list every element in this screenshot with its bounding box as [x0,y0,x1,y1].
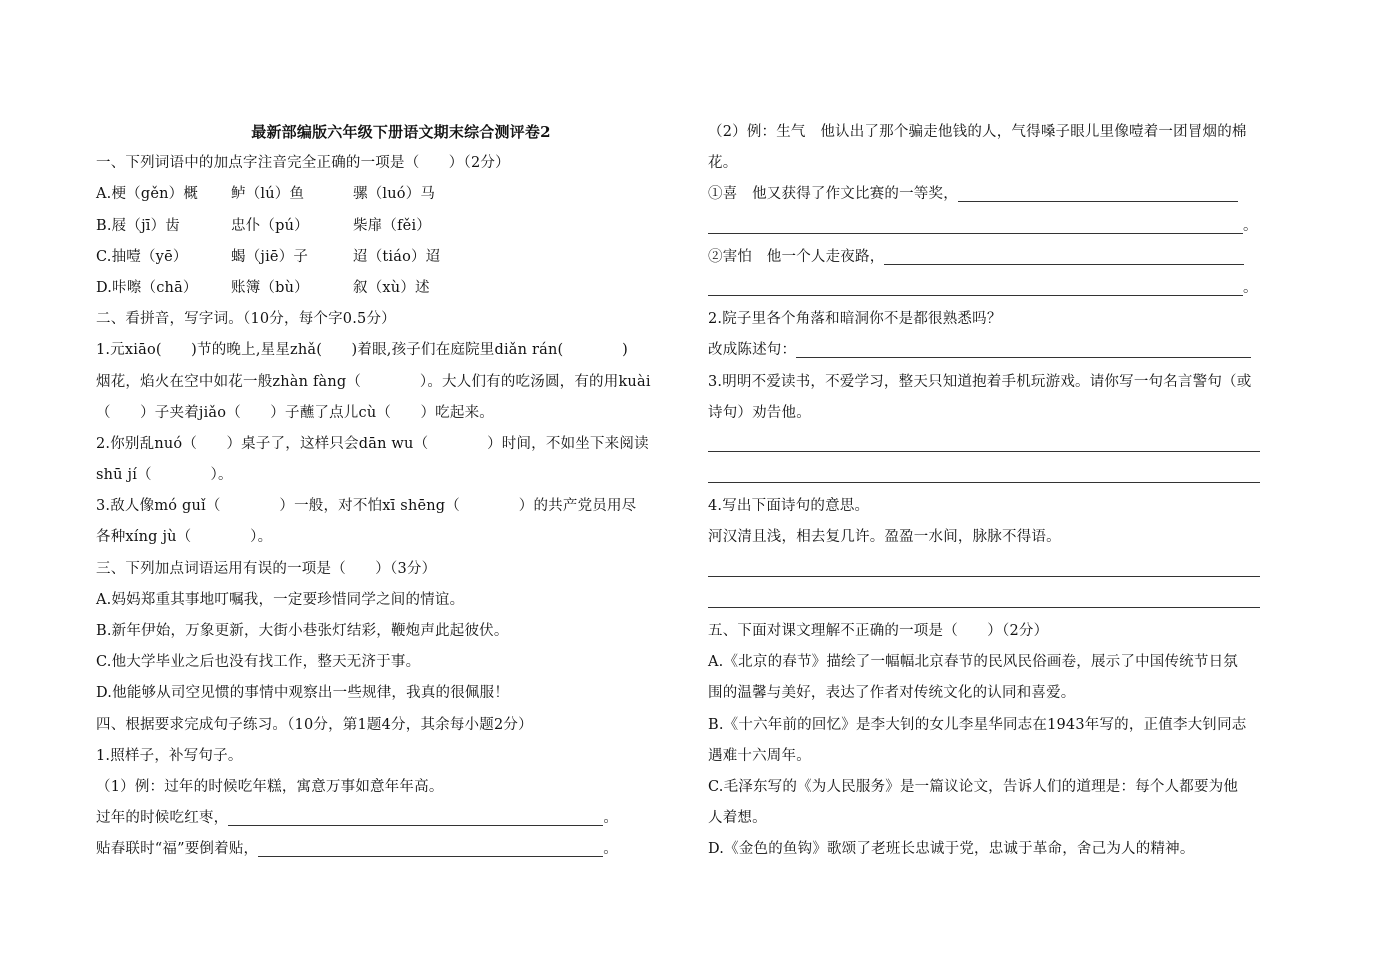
q4-sub-2-fill [708,335,1298,366]
q2-line-2: 烟花，焰火在空中如花一般zhàn fàng（ ）。大人们有的吃汤圆，有的用kuài [96,373,651,390]
q5-d: D.《金色的鱼钩》歌颂了老班长忠诚于党，忠诚于革命，舍己为人的精神。 [708,841,1195,858]
q1-b-2: 忠仆（pú） [231,217,309,234]
rewrite-label: 改成陈述句： [708,342,797,359]
period: 。 [1243,217,1258,234]
answer-line[interactable] [708,433,1260,452]
q1-a-2: 鲈（lú）鱼 [231,186,305,203]
answer-line[interactable] [708,589,1260,608]
q1-option-b [96,211,686,242]
q3-option-b: B.新年伊始，万象更新，大街小巷张灯结彩，鞭炮声此起彼伏。 [96,623,509,639]
q4-sub-4b: 河汉清且浅，相去复几许。盈盈一水间，脉脉不得语。 [708,529,1061,546]
q5-c1: C.毛泽东写的《为人民服务》是一篇议论文，告诉人们的道理是：每个人都要为他 [708,778,1239,795]
q2-stem: 二、看拼音，写字词。（10分，每个字0.5分） [96,311,396,328]
q2-line-6: 3.敌人像mó guǐ（ ）一般，对不怕xī shēng（ ）的共产党员用尽 [96,498,637,515]
q1-a-1: A.梗（gěn）概 [96,186,199,203]
q2-line-1: 1.元xiāo( )节的晚上,星星zhǎ( )着眼,孩子们在庭院里diǎn rán( ) [96,342,629,359]
page-title: 最新部编版六年级下册语文期末综合测评卷2 [251,123,551,141]
q1-stem: 一、下列词语中的加点字注音完全正确的一项是（ ）（2分） [96,155,510,172]
q1-c-1: C.抽噎（yē） [96,248,188,265]
q1-d-1: D.咔嚓（chā） [96,279,198,296]
fear-label: ②害怕 他一个人走夜路， [708,248,885,265]
q3-option-c: C.他大学毕业之后也没有找工作，整天无济于事。 [96,654,421,671]
q4-example-2a: （2）例：生气 他认出了那个骗走他钱的人，气得嗓子眼儿里像噎着一团冒烟的棉 [708,124,1247,140]
q5-stem: 五、下面对课文理解不正确的一项是（ ）（2分） [708,623,1049,639]
left-column [96,117,686,866]
q1-option-c [96,242,686,273]
q1-b-1: B.屐（jī）齿 [96,217,180,234]
fear-fill [708,242,1298,273]
joy-fill-2 [708,211,1298,242]
q3-stem: 三、下列加点词语运用有误的一项是（ ）（3分） [96,560,437,577]
q1-d-3: 叙（xù）述 [353,279,430,296]
q1-option-a [96,179,686,210]
answer-line[interactable] [958,183,1238,202]
answer-line[interactable] [708,558,1260,577]
q4-sub-2: 2.院子里各个角落和暗洞你不是都很熟悉吗？ [708,311,1002,328]
q2-line-5: shū jí（ ）。 [96,467,233,484]
q4-sub-4a: 4.写出下面诗句的意思。 [708,498,870,515]
q3-option-d: D.他能够从司空见惯的事情中观察出一些规律，我真的很佩服！ [96,685,510,702]
answer-line[interactable] [708,464,1260,483]
q5-a2: 围的温馨与美好，表达了作者对传统文化的认同和喜爱。 [708,685,1076,702]
q1-a-3: 骡（luó）马 [353,186,436,203]
q4-fill-2-label: 贴春联时“福”要倒着贴， [96,841,259,858]
period: 。 [603,841,618,858]
q1-b-3: 柴扉（fěi） [353,217,431,234]
right-column [708,117,1298,866]
answer-line[interactable] [708,215,1243,234]
q5-a1: A.《北京的春节》描绘了一幅幅北京春节的民风民俗画卷，展示了中国传统节日氛 [708,654,1238,671]
q4-fill-1-label: 过年的时候吃红枣， [96,810,229,827]
q4-example-2b: 花。 [708,155,738,172]
q4-sub-3-fill-1 [708,429,1298,460]
joy-label: ①喜 他又获得了作文比赛的一等奖， [708,186,958,203]
q4-fill-2 [96,834,686,865]
q1-d-2: 账簿（bù） [231,279,309,296]
q4-sub-4-fill-2 [708,585,1298,616]
answer-line[interactable] [708,277,1243,296]
q2-line-4: 2.你别乱nuó（ ）桌子了，这样只会dān wu（ ）时间，不如坐下来阅读 [96,435,649,452]
q1-option-d [96,273,686,304]
q5-b1: B.《十六年前的回忆》是李大钊的女儿李星华同志在1943年写的，正值李大钊同志 [708,716,1247,733]
q4-sub-3a: 3.明明不爱读书，不爱学习，整天只知道抱着手机玩游戏。请你写一句名言警句（或 [708,373,1252,390]
period: 。 [1243,279,1258,296]
q4-stem: 四、根据要求完成句子练习。（10分，第1题4分，其余每小题2分） [96,716,533,733]
q3-option-a: A.妈妈郑重其事地叮嘱我，一定要珍惜同学之间的情谊。 [96,591,465,608]
q5-c2: 人着想。 [708,810,767,827]
q4-fill-1 [96,803,686,834]
q4-sub-3-fill-2 [708,460,1298,491]
q1-c-2: 蝎（jiē）子 [231,248,309,265]
q1-c-3: 迢（tiáo）迢 [353,248,441,265]
answer-line[interactable] [796,339,1251,358]
q4-sub-3b: 诗句）劝告他。 [708,404,811,421]
answer-line[interactable] [884,246,1244,265]
q2-line-3: （ ）子夹着jiǎo（ ）子蘸了点儿cù（ ）吃起来。 [96,404,494,421]
q4-sub-1: 1.照样子，补写句子。 [96,747,243,764]
period: 。 [603,810,619,827]
joy-fill [708,179,1298,210]
q4-sub-4-fill-1 [708,554,1298,585]
q2-line-7: 各种xíng jù（ ）。 [96,529,273,546]
answer-line[interactable] [228,807,603,826]
answer-line[interactable] [258,838,603,857]
q4-example-1: （1）例：过年的时候吃年糕，寓意万事如意年年高。 [96,778,444,795]
fear-fill-2 [708,273,1298,304]
q5-b2: 遇难十六周年。 [708,747,811,764]
